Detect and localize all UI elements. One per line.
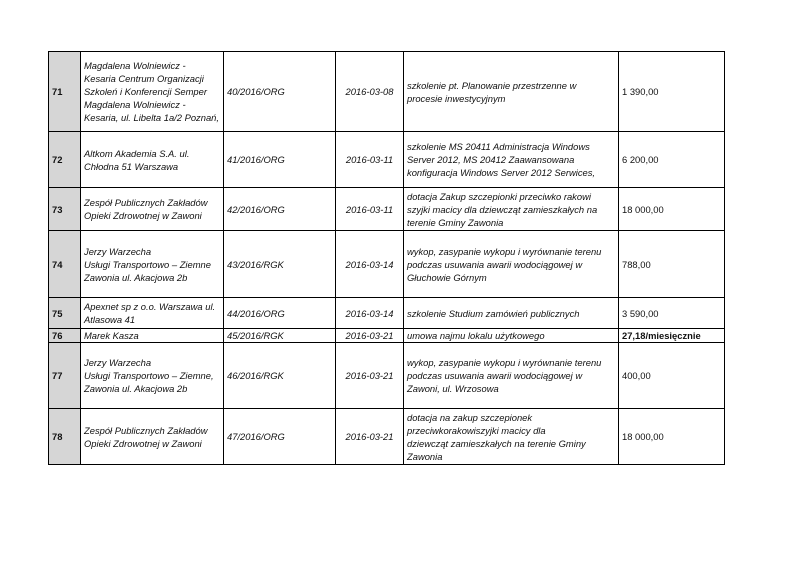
date-cell: 2016-03-11 [336,188,404,231]
table-row [49,188,725,231]
amount-cell: 18 000,00 [619,409,725,465]
contractor-cell: Marek Kasza [81,329,224,343]
contractor-cell: Apexnet sp z o.o. Warszawa ul. Atlasowa 41 [81,298,224,329]
subject-cell: dotacja na zakup szczepionek przeciwkorakowiszyjki macicy dla dziewcząt zamieszkałych na terenie Gminy Zawonia [404,409,619,465]
contractor-cell: Jerzy Warzecha Usługi Transportowo – Ziemne, Zawonia ul. Akacjowa 2b [81,343,224,409]
subject-cell: dotacja Zakup szczepionki przeciwko rakowi szyjki macicy dla dziewcząt zamieszkałych na terenie Gminy Zawonia [404,188,619,231]
date-cell: 2016-03-11 [336,132,404,188]
table-row [49,343,725,409]
row-number-cell: 72 [49,132,81,188]
contractor-cell: Altkom Akademia S.A. ul. Chłodna 51 Warszawa [81,132,224,188]
date-cell: 2016-03-21 [336,409,404,465]
amount-cell: 1 390,00 [619,52,725,132]
date-cell: 2016-03-14 [336,231,404,298]
date-cell: 2016-03-08 [336,52,404,132]
amount-cell: 400,00 [619,343,725,409]
row-number-cell: 75 [49,298,81,329]
date-cell: 2016-03-21 [336,343,404,409]
contractor-cell: Zespół Publicznych Zakładów Opieki Zdrowotnej w Zawoni [81,188,224,231]
table-row [49,52,725,132]
contract-number-cell: 40/2016/ORG [224,52,336,132]
contract-number-cell: 45/2016/RGK [224,329,336,343]
table-row [49,298,725,329]
contract-number-cell: 43/2016/RGK [224,231,336,298]
subject-cell: szkolenie MS 20411 Administracja Windows Server 2012, MS 20412 Zaawansowana konfiguracja Windows Server 2012 Serwices, [404,132,619,188]
subject-cell: wykop, zasypanie wykopu i wyrównanie terenu podczas usuwania awarii wodociągowej w Zawoni, ul. Wrzosowa [404,343,619,409]
date-cell: 2016-03-14 [336,298,404,329]
table-row [49,132,725,188]
subject-cell: szkolenie pt. Planowanie przestrzenne w procesie inwestycyjnym [404,52,619,132]
table-row [49,329,725,343]
amount-cell: 3 590,00 [619,298,725,329]
table-row [49,231,725,298]
contract-number-cell: 46/2016/RGK [224,343,336,409]
amount-cell: 27,18/miesięcznie [619,329,725,343]
contractor-cell: Zespół Publicznych Zakładów Opieki Zdrowotnej w Zawoni [81,409,224,465]
contracts-table [48,51,725,465]
contract-number-cell: 47/2016/ORG [224,409,336,465]
subject-cell: wykop, zasypanie wykopu i wyrównanie terenu podczas usuwania awarii wodociągowej w Głuchowie Górnym [404,231,619,298]
amount-cell: 788,00 [619,231,725,298]
contract-number-cell: 42/2016/ORG [224,188,336,231]
table-row [49,409,725,465]
row-number-cell: 76 [49,329,81,343]
subject-cell: umowa najmu lokalu użytkowego [404,329,619,343]
row-number-cell: 78 [49,409,81,465]
amount-cell: 6 200,00 [619,132,725,188]
amount-cell: 18 000,00 [619,188,725,231]
contract-number-cell: 44/2016/ORG [224,298,336,329]
row-number-cell: 77 [49,343,81,409]
date-cell: 2016-03-21 [336,329,404,343]
row-number-cell: 74 [49,231,81,298]
contractor-cell: Jerzy Warzecha Usługi Transportowo – Ziemne Zawonia ul. Akacjowa 2b [81,231,224,298]
row-number-cell: 71 [49,52,81,132]
subject-cell: szkolenie Studium zamówień publicznych [404,298,619,329]
contractor-cell: Magdalena Wolniewicz - Kesaria Centrum Organizacji Szkoleń i Konferencji Semper Magdalena Wolniewicz - Kesaria, ul. Libelta 1a/2 Poznań, [81,52,224,132]
row-number-cell: 73 [49,188,81,231]
contract-number-cell: 41/2016/ORG [224,132,336,188]
